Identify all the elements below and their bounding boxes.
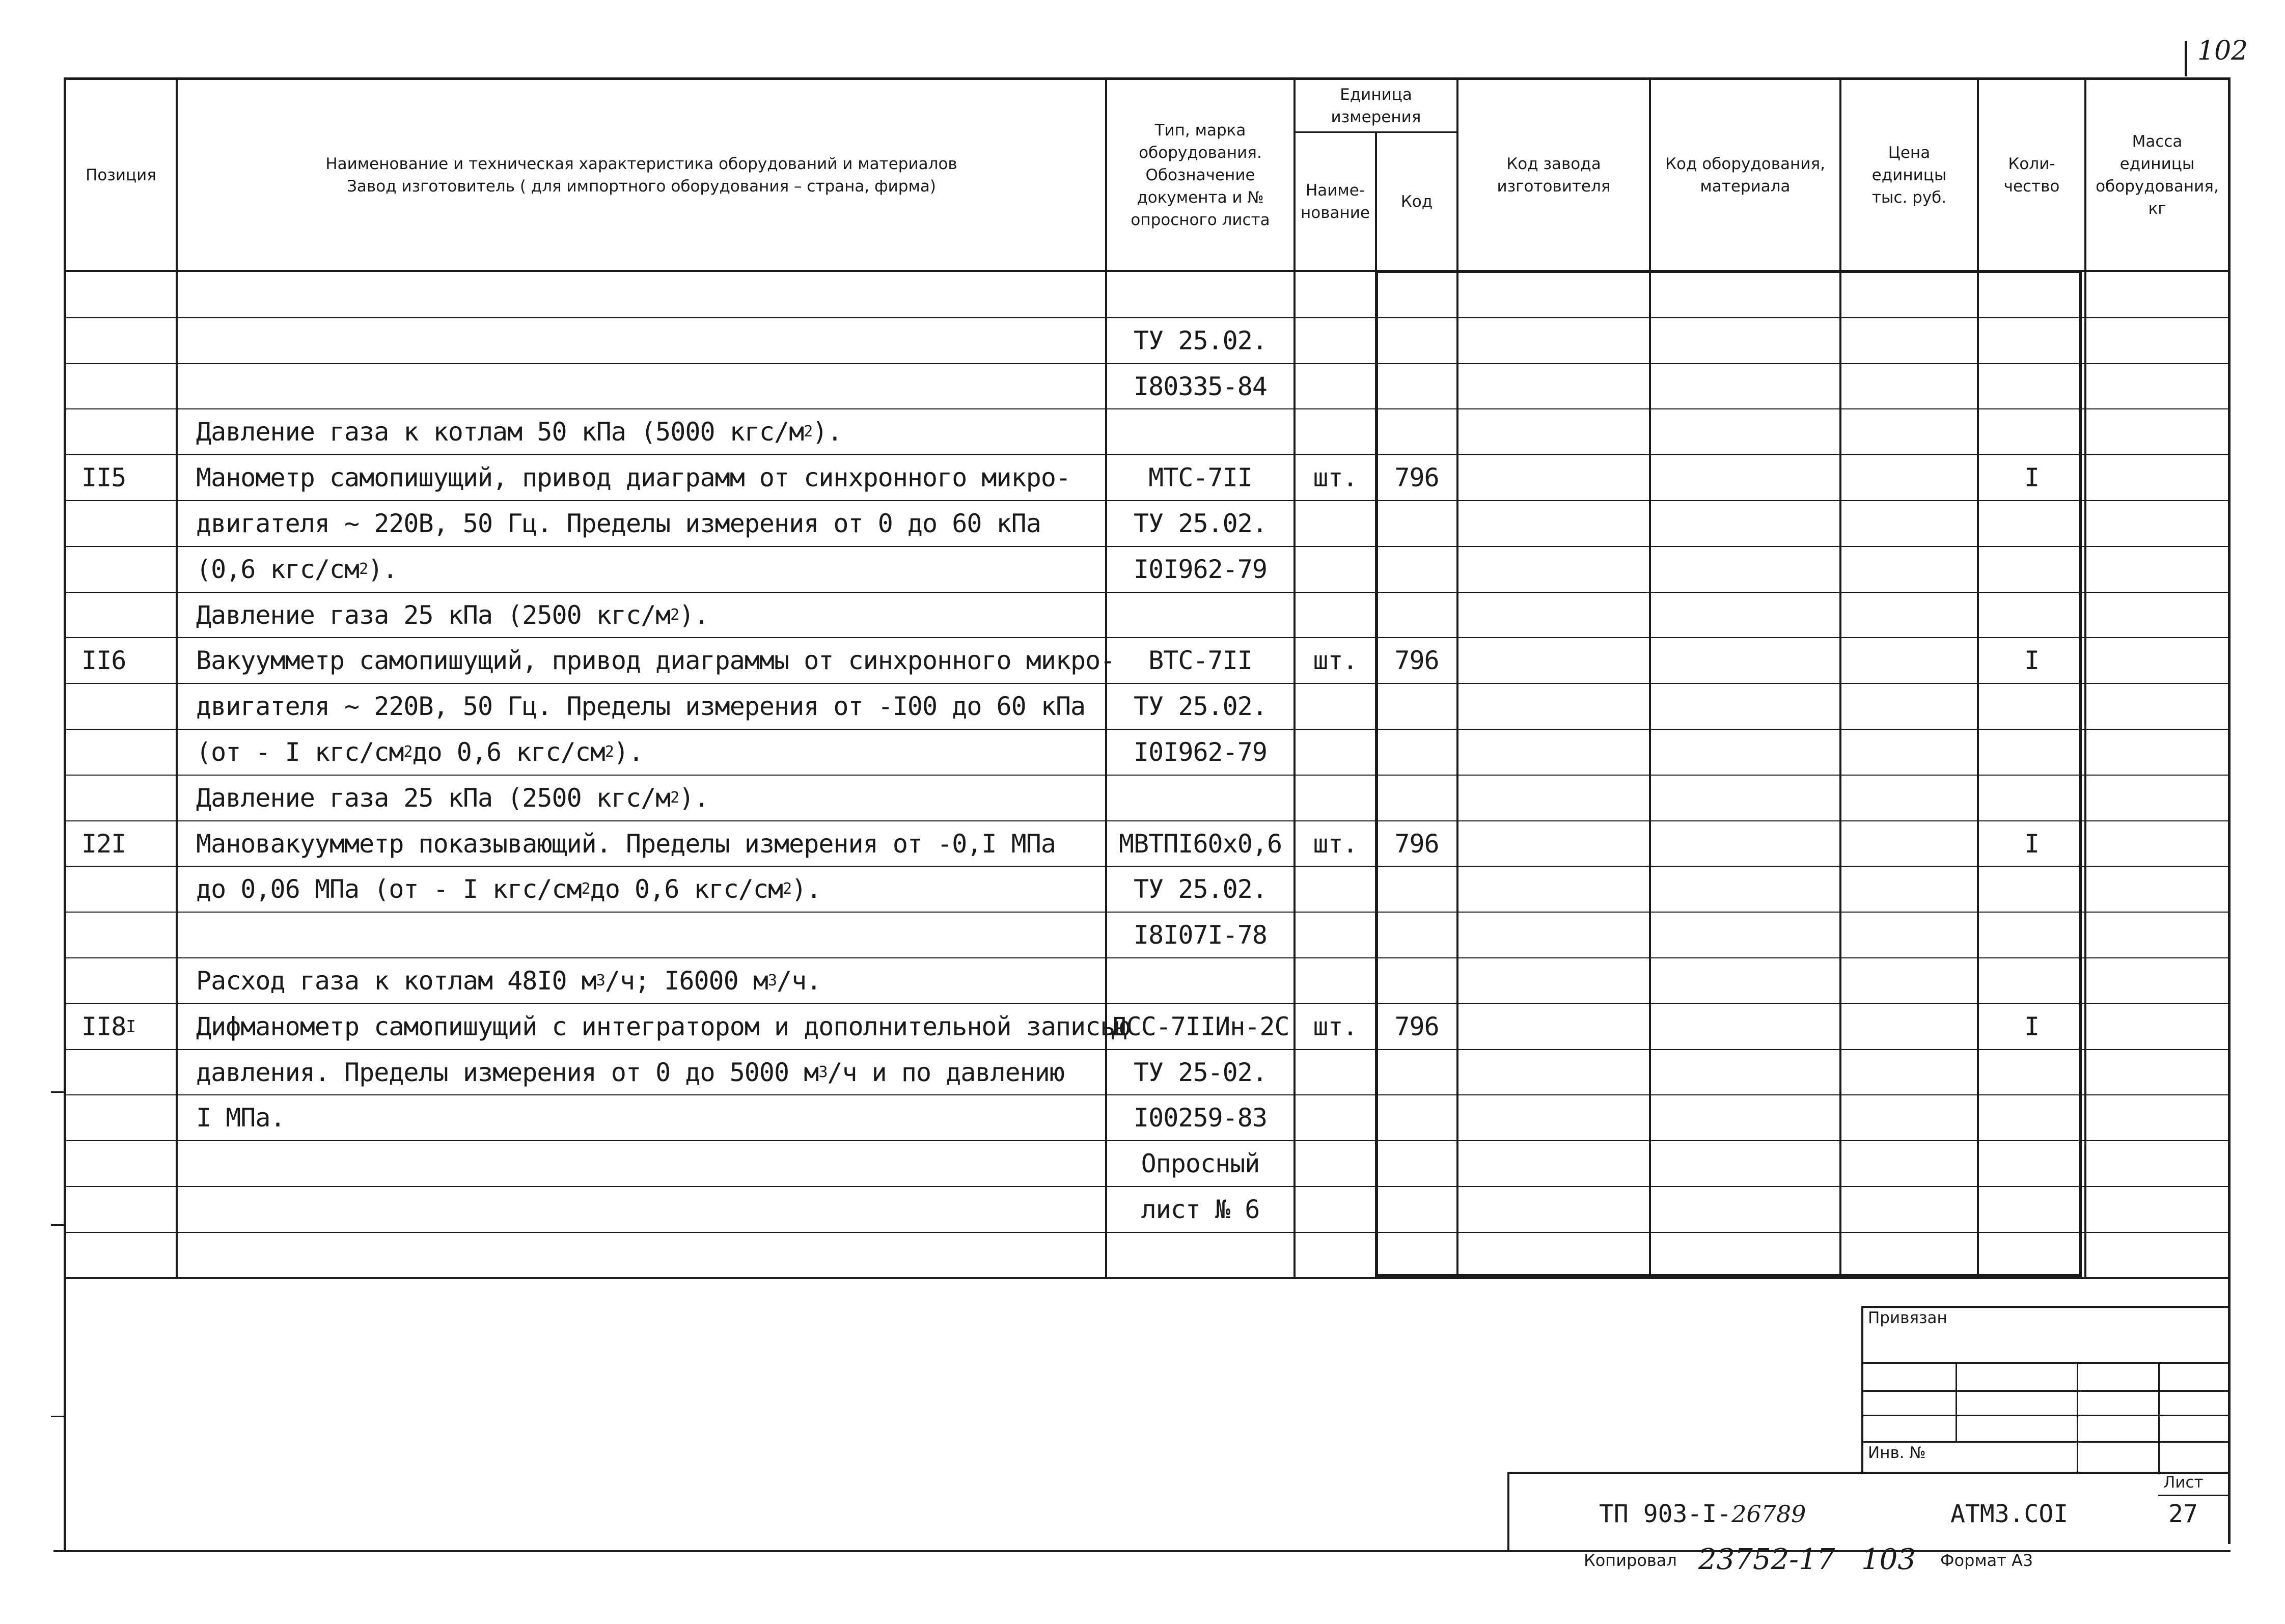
row-type: ВТС-7II: [1148, 646, 1252, 676]
row-name: [196, 455, 1103, 501]
row-name-text: Вакуумметр самопишущий, привод диаграммы от синхронного микро-: [196, 646, 1115, 676]
row-code: 796: [1394, 1011, 1439, 1041]
row-type: I00259-83: [1134, 1103, 1267, 1133]
header-position: Позиция: [86, 166, 156, 184]
row-code: [1377, 1095, 1456, 1141]
row-quantity: I: [2024, 1011, 2040, 1041]
row-name: [196, 1232, 1103, 1278]
corner-tick: [2185, 41, 2187, 76]
row-type: I8I07I-78: [1134, 920, 1267, 950]
row-position: [81, 592, 173, 638]
row-code: [1377, 866, 1456, 912]
footer-format-label: Формат А3: [1940, 1551, 2033, 1570]
row-code: 796: [1394, 646, 1439, 676]
footer-copied-label: Копировал: [1584, 1551, 1677, 1570]
row-position: [81, 364, 173, 409]
row-position: [81, 1187, 173, 1232]
row-type: [1107, 775, 1293, 821]
header-factory-code: Код завода изготовителя: [1497, 154, 1611, 196]
stamp-doc-code: [1599, 1500, 1806, 1528]
row-unit: шт.: [1313, 646, 1358, 676]
row-unit: [1296, 958, 1375, 1004]
row-unit: [1296, 1050, 1375, 1095]
stamp-sheet-label: Лист: [2163, 1473, 2204, 1492]
row-name-text: ).: [368, 554, 398, 584]
stamp-sheet-number: 27: [2168, 1500, 2198, 1528]
stamp-doc-code-prefix: ТП 903-I-: [1599, 1500, 1732, 1528]
row-quantity: [1979, 1187, 2084, 1232]
row-unit: [1296, 866, 1375, 912]
row-name: [196, 912, 1103, 958]
row-code: [1377, 592, 1456, 638]
row-name-text: Расход газа к котлам 48I0 м: [196, 966, 596, 996]
header-name: Наименование и техническая характеристика оборудований и материалов Завод изготовитель ( для импортного оборудования – страна, фирма): [325, 154, 957, 196]
row-quantity: [1979, 1141, 2084, 1187]
row-name-text: до 0,6 кгс/см: [412, 737, 605, 767]
row-code: [1377, 958, 1456, 1004]
row-name-text: Дифманометр самопишущий с интегратором и дополнительной записью: [196, 1011, 1130, 1041]
row-type: Опросный: [1141, 1149, 1260, 1179]
row-position: [81, 1141, 173, 1187]
row-quantity: [1979, 546, 2084, 592]
row-code: [1377, 1141, 1456, 1187]
row-quantity: [1979, 364, 2084, 409]
row-code: [1377, 683, 1456, 729]
row-position: [81, 958, 173, 1004]
row-position: [81, 866, 173, 912]
row-unit: [1296, 318, 1375, 364]
row-name-text: (от - I кгс/см: [196, 737, 404, 767]
row-name: [196, 1141, 1103, 1187]
row-quantity: [1979, 683, 2084, 729]
row-quantity: I: [2024, 829, 2040, 859]
row-position: [81, 1050, 173, 1095]
row-name: до 0,06 МПа (от - I кгс/см 2 до 0,6 кгс/см 2 ).: [196, 874, 821, 904]
row-quantity: [1979, 958, 2084, 1004]
header-equipment-code: Код оборудования, материала: [1665, 154, 1825, 196]
row-name-text: ).: [679, 600, 709, 630]
row-position-text: II5: [81, 463, 126, 493]
row-position: [81, 1232, 173, 1278]
row-name: Давление газа 25 кПа (2500 кгс/м 2 ).: [196, 600, 709, 630]
row-unit: [1296, 729, 1375, 775]
row-unit: [1296, 272, 1375, 318]
row-name-text: ).: [791, 874, 821, 904]
row-name-text: I МПа.: [196, 1103, 285, 1133]
row-code: [1377, 1187, 1456, 1232]
row-name-text: до 0,6 кгс/см: [590, 874, 783, 904]
row-type: [1107, 592, 1293, 638]
row-name: [196, 821, 1103, 867]
row-code: [1377, 272, 1456, 318]
row-unit: [1296, 364, 1375, 409]
row-position-text: II6: [81, 646, 126, 676]
stamp-bound-label: Привязан: [1868, 1309, 1947, 1327]
row-name-text: Давление газа 25 кПа (2500 кгс/м: [196, 783, 671, 813]
row-unit: [1296, 775, 1375, 821]
row-name: Расход газа к котлам 48I0 м 3 /ч; I6000 м 3 /ч.: [196, 966, 821, 996]
row-position: [81, 272, 173, 318]
stamp-inv-label: Инв. №: [1868, 1444, 1926, 1462]
row-name-text: ).: [613, 737, 644, 767]
row-name: [196, 318, 1103, 364]
row-code: [1377, 912, 1456, 958]
row-unit: [1296, 912, 1375, 958]
row-position: [81, 1095, 173, 1141]
row-quantity: [1979, 775, 2084, 821]
row-name-text: Манометр самопишущий, привод диаграмм от синхронного микро-: [196, 463, 1071, 493]
row-quantity: [1979, 272, 2084, 318]
header-type: Тип, марка оборудования. Обозначение документа и № опросного листа: [1131, 121, 1270, 229]
row-unit: [1296, 409, 1375, 455]
row-name-text: двигателя ~ 220В, 50 Гц. Пределы измерения от 0 до 60 кПа: [196, 509, 1041, 538]
row-unit: шт.: [1313, 463, 1358, 493]
row-unit: [1296, 501, 1375, 546]
row-position: [81, 455, 173, 501]
row-quantity: [1979, 729, 2084, 775]
row-quantity: [1979, 592, 2084, 638]
row-name-text: до 0,06 МПа (от - I кгс/см: [196, 874, 582, 904]
row-type: [1107, 272, 1293, 318]
row-type: ТУ 25-02.: [1134, 1057, 1267, 1087]
row-unit: [1296, 1141, 1375, 1187]
row-quantity: [1979, 1095, 2084, 1141]
row-name: (от - I кгс/см 2 до 0,6 кгс/см 2 ).: [196, 737, 644, 767]
row-quantity: I: [2024, 646, 2040, 676]
row-type: лист № 6: [1141, 1195, 1260, 1224]
row-code: [1377, 546, 1456, 592]
row-name: Давление газа к котлам 50 кПа (5000 кгс/м 2 ).: [196, 417, 842, 447]
row-type: ТУ 25.02.: [1134, 692, 1267, 722]
row-unit: [1296, 546, 1375, 592]
row-type: ТУ 25.02.: [1134, 509, 1267, 538]
row-type: [1107, 1232, 1293, 1278]
row-type: ДСС-7IIИн-2С: [1111, 1011, 1289, 1041]
row-position: [81, 729, 173, 775]
row-unit: [1296, 683, 1375, 729]
row-code: [1377, 729, 1456, 775]
row-name: (0,6 кгс/см 2 ).: [196, 554, 398, 584]
row-unit: шт.: [1313, 829, 1358, 859]
row-quantity: [1979, 318, 2084, 364]
row-name-text: /ч; I6000 м: [604, 966, 768, 996]
row-type: I0I962-79: [1134, 737, 1267, 767]
row-code: 796: [1394, 829, 1439, 859]
row-type: I80335-84: [1134, 371, 1267, 401]
row-name: [196, 364, 1103, 409]
row-position: [81, 318, 173, 364]
row-name: Давление газа 25 кПа (2500 кгс/м 2 ).: [196, 783, 709, 813]
row-type: ТУ 25.02.: [1134, 325, 1267, 355]
row-unit: [1296, 1095, 1375, 1141]
row-type: I0I962-79: [1134, 554, 1267, 584]
header-quantity: Коли- чество: [2003, 154, 2060, 196]
row-name: [196, 1187, 1103, 1232]
row-code: [1377, 1050, 1456, 1095]
row-unit: [1296, 592, 1375, 638]
row-quantity: I: [2024, 463, 2040, 493]
row-name-text: Давление газа к котлам 50 кПа (5000 кгс/м: [196, 417, 804, 447]
row-code: 796: [1394, 463, 1439, 493]
row-code: [1377, 775, 1456, 821]
row-name-text: /ч.: [777, 966, 821, 996]
row-name: [196, 1004, 1130, 1050]
footer-copied-number: 23752-17: [1698, 1543, 1835, 1576]
row-name: [196, 1095, 1103, 1141]
row-quantity: [1979, 1050, 2084, 1095]
row-position: [81, 638, 173, 683]
row-position: [81, 775, 173, 821]
row-name-text: ).: [812, 417, 842, 447]
row-position: II8 I: [81, 1011, 135, 1041]
row-position: [81, 501, 173, 546]
row-code: [1377, 364, 1456, 409]
row-position: [81, 683, 173, 729]
row-name: [196, 272, 1103, 318]
header-mass: Масса единицы оборудования, кг: [2096, 132, 2219, 218]
header-unit-group: Единица измерения: [1331, 85, 1421, 126]
row-name: [196, 638, 1115, 683]
row-position-text: II8: [81, 1011, 126, 1041]
stamp-doc-code-hand: 26789: [1731, 1500, 1806, 1528]
row-name: [196, 683, 1103, 729]
row-type: МТС-7II: [1148, 463, 1252, 493]
row-position-text: I2I: [81, 829, 126, 859]
row-position: [81, 821, 173, 867]
row-unit: [1296, 1232, 1375, 1278]
row-quantity: [1979, 912, 2084, 958]
row-quantity: [1979, 409, 2084, 455]
row-type: ТУ 25.02.: [1134, 874, 1267, 904]
row-name: [196, 501, 1103, 546]
row-name-text: (0,6 кгс/см: [196, 554, 360, 584]
sheet-corner-mark: 102: [2197, 36, 2248, 66]
header-unit-code: Код: [1400, 192, 1433, 211]
row-quantity: [1979, 866, 2084, 912]
row-position: [81, 912, 173, 958]
row-quantity: [1979, 1232, 2084, 1278]
row-name-text: давления. Пределы измерения от 0 до 5000 м: [196, 1057, 819, 1087]
row-name-text: Мановакуумметр показывающий. Пределы измерения от -0,I МПа: [196, 829, 1056, 859]
row-name-text: Давление газа 25 кПа (2500 кгс/м: [196, 600, 671, 630]
row-name-text: ).: [679, 783, 709, 813]
header-unit-name: Наиме- нование: [1301, 181, 1370, 222]
footer-copied-extra: 103: [1861, 1543, 1916, 1576]
row-code: [1377, 501, 1456, 546]
row-code: [1377, 1232, 1456, 1278]
row-code: [1377, 409, 1456, 455]
row-type: [1107, 958, 1293, 1004]
row-quantity: [1979, 501, 2084, 546]
row-position: [81, 409, 173, 455]
row-code: [1377, 318, 1456, 364]
row-name: давления. Пределы измерения от 0 до 5000 м 3 /ч и по давлению: [196, 1057, 1065, 1087]
header-price: Цена единицы тыс. руб.: [1871, 143, 1947, 207]
row-name-text: двигателя ~ 220В, 50 Гц. Пределы измерения от -I00 до 60 кПа: [196, 692, 1086, 722]
row-position: [81, 546, 173, 592]
row-unit: шт.: [1313, 1011, 1358, 1041]
row-type: МВТПI60x0,6: [1118, 829, 1282, 859]
row-unit: [1296, 1187, 1375, 1232]
row-type: [1107, 409, 1293, 455]
stamp-mark: АТМЗ.COI: [1950, 1500, 2069, 1528]
row-name-text: /ч и по давлению: [827, 1057, 1065, 1087]
